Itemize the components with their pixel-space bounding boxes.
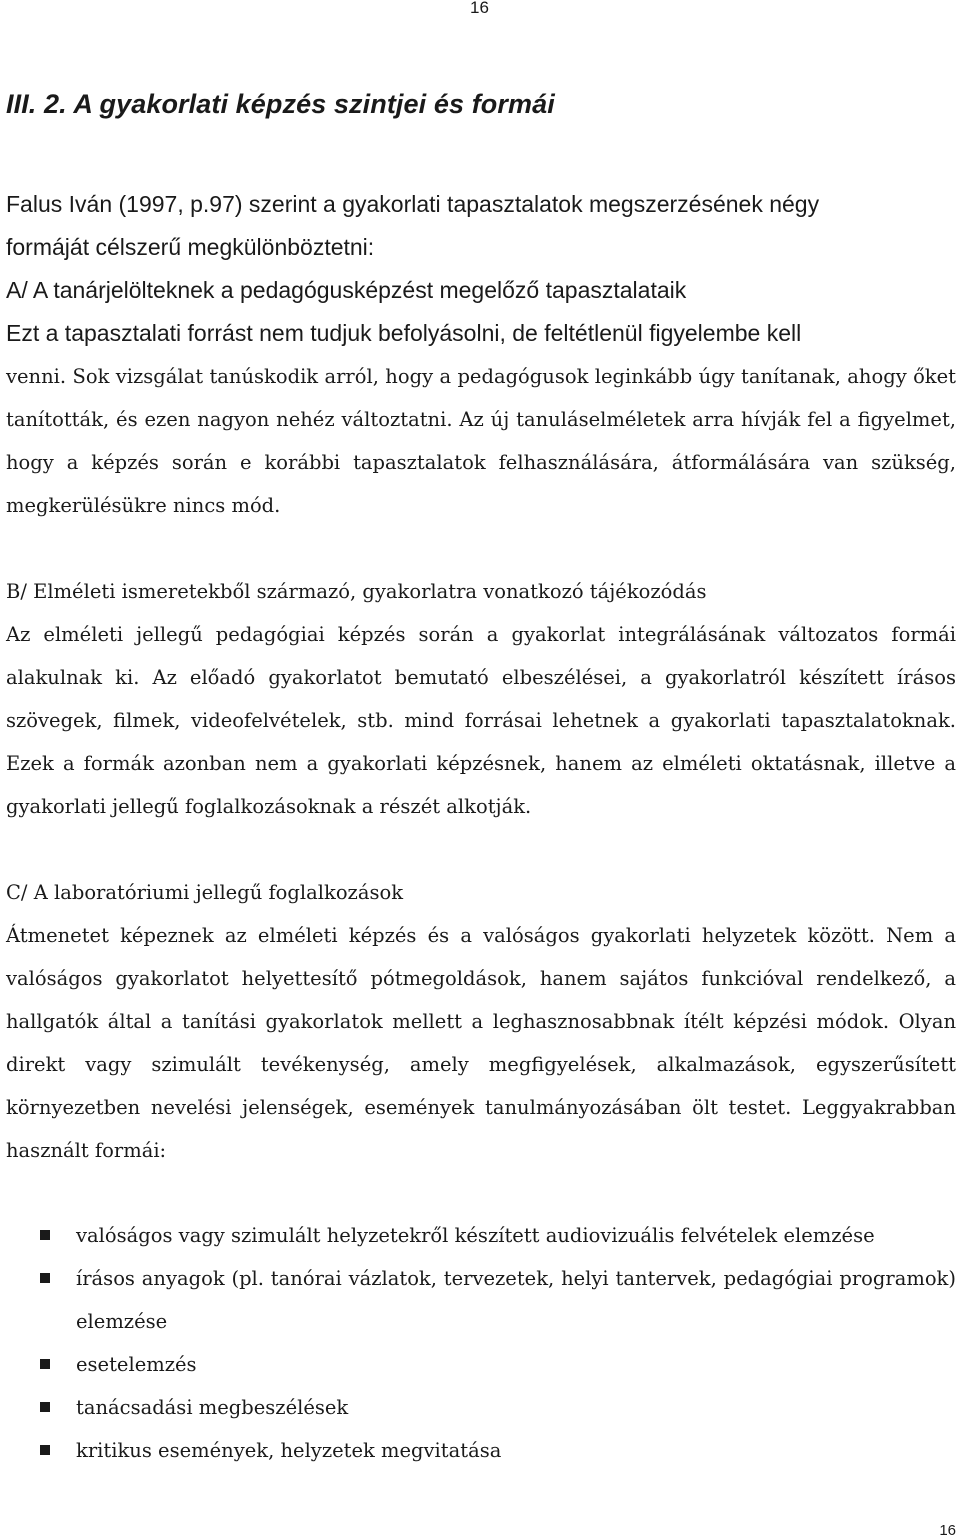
list-item [6,1429,956,1472]
section-c-paragraph: Átmenetet képeznek az elméleti képzés és a valóságos gyakorlati helyzetek között. Nem a valóságos gyakorlatot helyettesítő pótmegoldások, hanem sajátos funkcióval rendelkező, a hallgatók által a tanítási gyakorlatok mellett a leghasznosabbnak ítélt képzési módok. Olyan direkt vagy szimulált tevékenység, amely megfigyelések, alkalmazások, egyszerűsített környezetben nevelési jelenségek, események tanulmányozásában ölt testet. Leggyakrabban használt formái: [6,924,956,1162]
square-bullet-icon [40,1273,50,1283]
list-item-text: kritikus események, helyzetek megvitatása [76,1439,502,1462]
list-item [6,1343,956,1386]
list-item-text: tanácsadási megbeszélések [76,1396,349,1419]
section-a-paragraph: venni. Sok vizsgálat tanúskodik arról, hogy a pedagógusok leginkább úgy tanítanak, ahogy őket tanították, és ezen nagyon nehéz változtatni. Az új tanuláselméletek arra hívják fel a figyelmet, hogy a képzés során e korábbi tapasztalatok felhasználására, átformálására van szükség, megkerülésükre nincs mód. [6,365,956,517]
intro-line-4: Ezt a tapasztalati forrást nem tudjuk befolyásolni, de feltétlenül figyelembe kell [6,320,802,346]
section-b-paragraph: Az elméleti jellegű pedagógiai képzés során a gyakorlat integrálásának változatos formái alakulnak ki. Az előadó gyakorlatot bemutató elbeszélései, a gyakorlatról készített írásos szövegek, filmek, videofelvételek, stb. mind forrásai lehetnek a gyakorlati tapasztalatoknak. Ezek a formák azonban nem a gyakorlati képzésnek, hanem az elméleti oktatásnak, illetve a gyakorlati jellegű foglalkozásoknak a részét alkotják. [6,623,956,818]
list-item-text: esetelemzés [76,1353,197,1376]
intro-block [6,183,956,355]
intro-line-2: formáját célszerű megkülönböztetni: [6,234,375,260]
list-item [6,1386,956,1429]
list-item [6,1214,956,1257]
page-number-top: 16 [470,0,489,17]
forms-list [6,1214,956,1472]
section-b-title: B/ Elméleti ismeretekből származó, gyakorlatra vonatkozó tájékozódás [6,580,707,603]
list-item-text: írásos anyagok (pl. tanórai vázlatok, tervezetek, helyi tantervek, pedagógiai programok) elemzése [76,1267,956,1333]
page-number-bottom: 16 [939,1522,956,1539]
intro-line-3: A/ A tanárjelölteknek a pedagógusképzést megelőző tapasztalataik [6,277,687,303]
intro-line-1: Falus Iván (1997, p.97) szerint a gyakorlati tapasztalatok megszerzésének négy [6,191,820,217]
square-bullet-icon [40,1445,50,1455]
square-bullet-icon [40,1359,50,1369]
list-item [6,1257,956,1343]
square-bullet-icon [40,1402,50,1412]
section-c-title: C/ A laboratóriumi jellegű foglalkozások [6,881,404,904]
square-bullet-icon [40,1230,50,1240]
section-heading: III. 2. A gyakorlati képzés szintjei és formái [6,89,555,119]
list-item-text: valóságos vagy szimulált helyzetekről készített audiovizuális felvételek elemzése [76,1224,875,1247]
